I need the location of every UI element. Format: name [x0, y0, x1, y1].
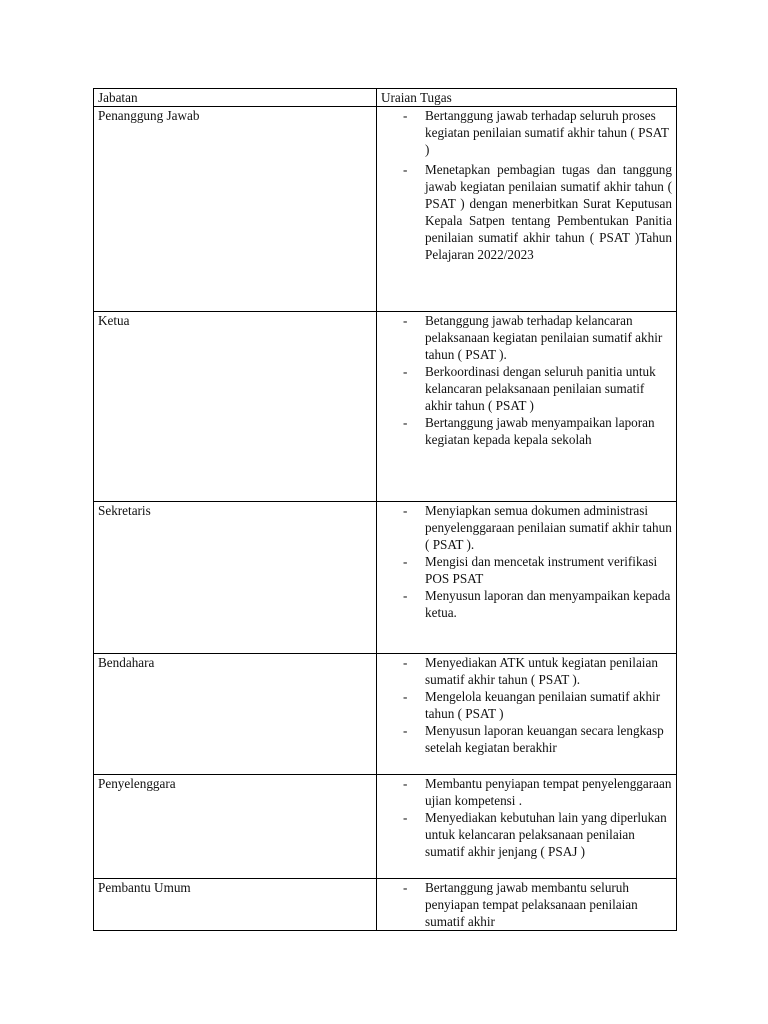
task-list	[381, 654, 672, 756]
list-item	[403, 809, 672, 860]
dash-bullet: -	[403, 880, 408, 895]
task-list	[381, 502, 672, 621]
dash-bullet: -	[403, 810, 408, 825]
task-text: Mengelola keuangan penilaian sumatif akhir tahun ( PSAT )	[425, 689, 661, 721]
task-list	[381, 312, 672, 448]
task-text: Mengisi dan mencetak instrument verifikasi POS PSAT	[425, 554, 658, 586]
tasks-cell	[377, 502, 677, 654]
duty-table	[93, 88, 677, 931]
table-row	[94, 312, 677, 502]
table-header-row	[94, 89, 677, 107]
header-jabatan: Jabatan	[94, 89, 377, 107]
task-text: Bertanggung jawab menyampaikan laporan kegiatan kepada kepala sekolah	[425, 415, 655, 447]
dash-bullet: -	[403, 723, 408, 738]
task-text: Membantu penyiapan tempat penyelenggaraan ujian kompetensi .	[425, 776, 672, 808]
tasks-cell	[377, 775, 677, 879]
task-list	[381, 775, 672, 860]
list-item	[403, 414, 672, 448]
role-cell: Bendahara	[94, 654, 377, 775]
task-text: Menyiapkan semua dokumen administrasi penyelenggaraan penilaian sumatif akhir tahun ( PSAT ).	[425, 503, 672, 552]
role-cell: Penyelenggara	[94, 775, 377, 879]
task-text: Betanggung jawab terhadap kelancaran pelaksanaan kegiatan penilaian sumatif akhir tahun ( PSAT ).	[425, 313, 663, 362]
dash-bullet: -	[403, 776, 408, 791]
list-item	[403, 775, 672, 809]
header-uraian-tugas: Uraian Tugas	[377, 89, 677, 107]
task-list	[381, 879, 672, 930]
dash-bullet: -	[403, 588, 408, 603]
task-text: Menyediakan kebutuhan lain yang diperlukan untuk kelancaran pelaksanaan penilaian sumatif akhir jenjang ( PSAJ )	[425, 810, 667, 859]
role-cell: Penanggung Jawab	[94, 107, 377, 312]
dash-bullet: -	[403, 554, 408, 569]
list-item	[403, 553, 672, 587]
table-row	[94, 107, 677, 312]
table-row	[94, 879, 677, 931]
task-text: Bertanggung jawab membantu seluruh penyiapan tempat pelaksanaan penilaian sumatif akhir	[425, 880, 638, 929]
task-text: Menyediakan ATK untuk kegiatan penilaian sumatif akhir tahun ( PSAT ).	[425, 655, 658, 687]
list-item	[403, 161, 672, 263]
role-cell: Ketua	[94, 312, 377, 502]
dash-bullet: -	[403, 313, 408, 328]
table-row	[94, 654, 677, 775]
role-cell: Pembantu Umum	[94, 879, 377, 931]
dash-bullet: -	[403, 162, 408, 177]
list-item	[403, 312, 672, 363]
task-text: Berkoordinasi dengan seluruh panitia untuk kelancaran pelaksanaan penilaian sumatif akhir tahun ( PSAT )	[425, 364, 656, 413]
list-item	[403, 722, 672, 756]
list-item	[403, 879, 672, 930]
dash-bullet: -	[403, 108, 408, 123]
list-item	[403, 363, 672, 414]
table-row	[94, 775, 677, 879]
task-text: Menyusun laporan keuangan secara lengkasp setelah kegiatan berakhir	[425, 723, 664, 755]
list-item	[403, 654, 672, 688]
role-cell: Sekretaris	[94, 502, 377, 654]
list-item	[403, 107, 672, 158]
tasks-cell	[377, 312, 677, 502]
dash-bullet: -	[403, 503, 408, 518]
tasks-cell	[377, 107, 677, 312]
dash-bullet: -	[403, 655, 408, 670]
task-list	[381, 107, 672, 263]
tasks-cell	[377, 654, 677, 775]
list-item	[403, 502, 672, 553]
list-item	[403, 587, 672, 621]
task-text: Bertanggung jawab terhadap seluruh proses kegiatan penilaian sumatif akhir tahun ( PSAT )	[425, 108, 669, 157]
tasks-cell	[377, 879, 677, 931]
dash-bullet: -	[403, 415, 408, 430]
task-text: Menetapkan pembagian tugas dan tanggung jawab kegiatan penilaian sumatif akhir tahun ( PSAT ) dengan menerbitkan Surat Keputusan Kepala Satpen tentang Pembentukan Panitia penilaian sumatif akhir tahun ( PSAT )Tahun Pelajaran 2022/2023	[425, 162, 672, 262]
task-text: Menyusun laporan dan menyampaikan kepada ketua.	[425, 588, 671, 620]
dash-bullet: -	[403, 364, 408, 379]
table-row	[94, 502, 677, 654]
dash-bullet: -	[403, 689, 408, 704]
list-item	[403, 688, 672, 722]
